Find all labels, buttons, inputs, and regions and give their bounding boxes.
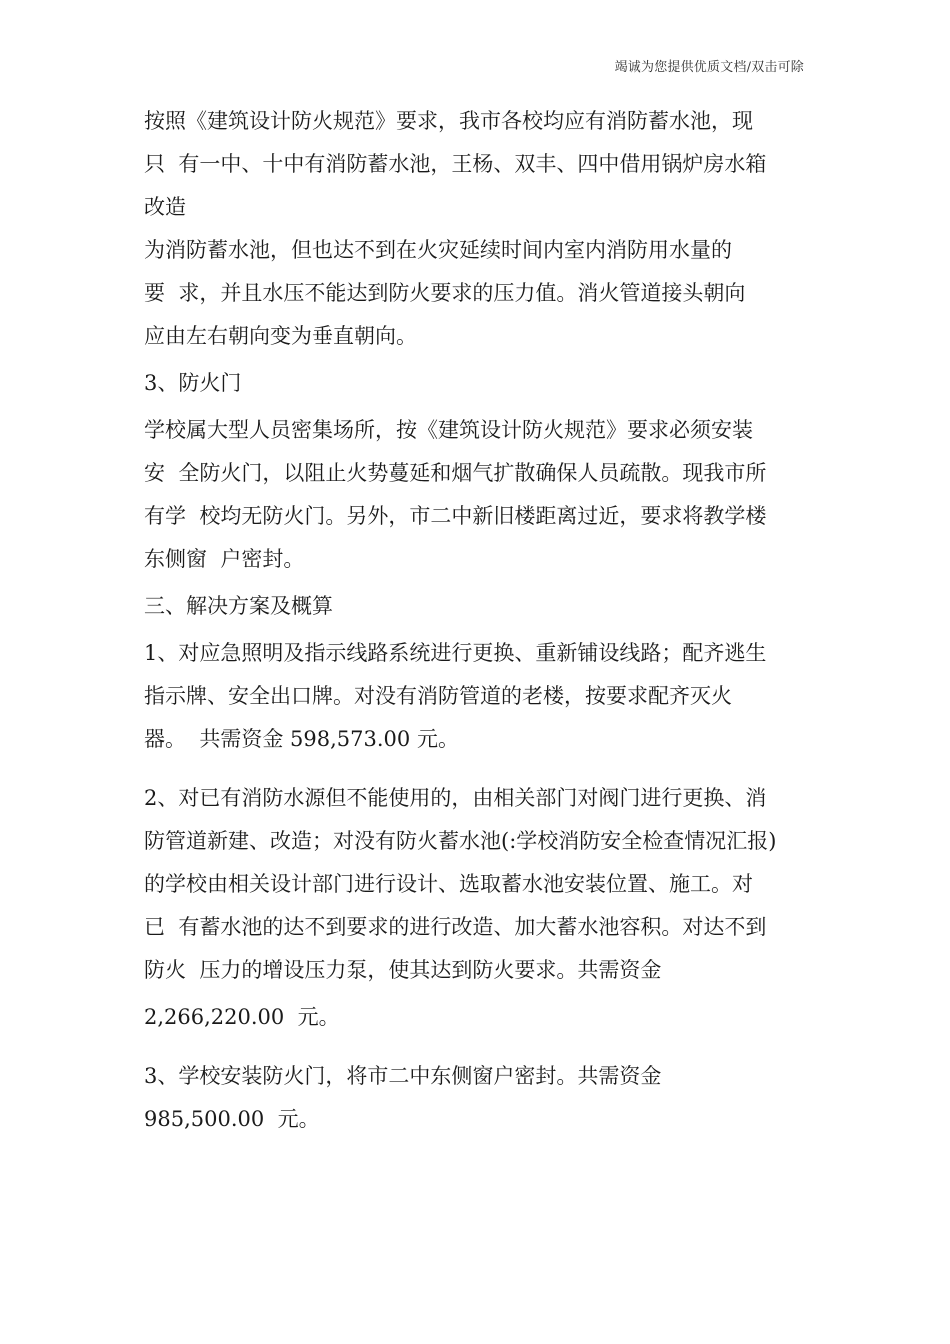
- document-body: [144, 100, 824, 1141]
- paragraph-fire-door: [144, 409, 824, 581]
- text-line: 按照《建筑设计防火规范》要求，我市各校均应有消防蓄水池，现: [144, 109, 753, 133]
- text-line: 东侧窗 户密封。: [144, 547, 305, 571]
- text-line: 指示牌、安全出口牌。对没有消防管道的老楼，按要求配齐灭火: [144, 684, 732, 708]
- section-heading-solution: 三、解决方案及概算: [144, 594, 333, 618]
- text-line: 3、学校安装防火门，将市二中东侧窗户密封。共需资金: [144, 1064, 662, 1088]
- text-line: 防管道新建、改造；对没有防火蓄水池(:学校消防安全检查情况汇报): [144, 829, 777, 853]
- paragraph-water-pool-2: [144, 229, 824, 358]
- text-line: 学校属大型人员密集场所，按《建筑设计防火规范》要求必须安装: [144, 418, 753, 442]
- text-line: 应由左右朝向变为垂直朝向。: [144, 324, 417, 348]
- text-line: 只 有一中、十中有消防蓄水池，王杨、双丰、四中借用锅炉房水箱: [144, 152, 767, 176]
- text-line: 要 求，并且水压不能达到防火要求的压力值。消火管道接头朝向: [144, 281, 746, 305]
- section-heading-fire-door: 3、防火门: [144, 371, 242, 395]
- solution-item-3: [144, 1055, 824, 1141]
- text-line: 为消防蓄水池，但也达不到在火灾延续时间内室内消防用水量的: [144, 238, 732, 262]
- text-line: 安 全防火门，以阻止火势蔓延和烟气扩散确保人员疏散。现我市所: [144, 461, 767, 485]
- text-line: 1、对应急照明及指示线路系统进行更换、重新铺设线路；配齐逃生: [144, 641, 767, 665]
- text-line: 防火 压力的增设压力泵，使其达到防火要求。共需资金: [144, 958, 662, 982]
- text-line: 器。 共需资金 598,573.00 元。: [144, 727, 459, 751]
- text-line: 已 有蓄水池的达不到要求的进行改造、加大蓄水池容积。对达不到: [144, 915, 767, 939]
- text-line: 2、对已有消防水源但不能使用的，由相关部门对阀门进行更换、消: [144, 786, 767, 810]
- solution-item-1: [144, 632, 824, 761]
- text-line: 985,500.00 元。: [144, 1107, 320, 1131]
- page-header-note: 竭诚为您提供优质文档/双击可除: [614, 60, 804, 75]
- text-line: 有学 校均无防火门。另外，市二中新旧楼距离过近，要求将教学楼: [144, 504, 767, 528]
- text-line: 2,266,220.00 元。: [144, 1005, 340, 1029]
- paragraph-water-pool-1: [144, 100, 824, 229]
- text-line: 改造: [144, 195, 186, 219]
- text-line: 的学校由相关设计部门进行设计、选取蓄水池安装位置、施工。对: [144, 872, 753, 896]
- solution-item-2: [144, 777, 824, 1039]
